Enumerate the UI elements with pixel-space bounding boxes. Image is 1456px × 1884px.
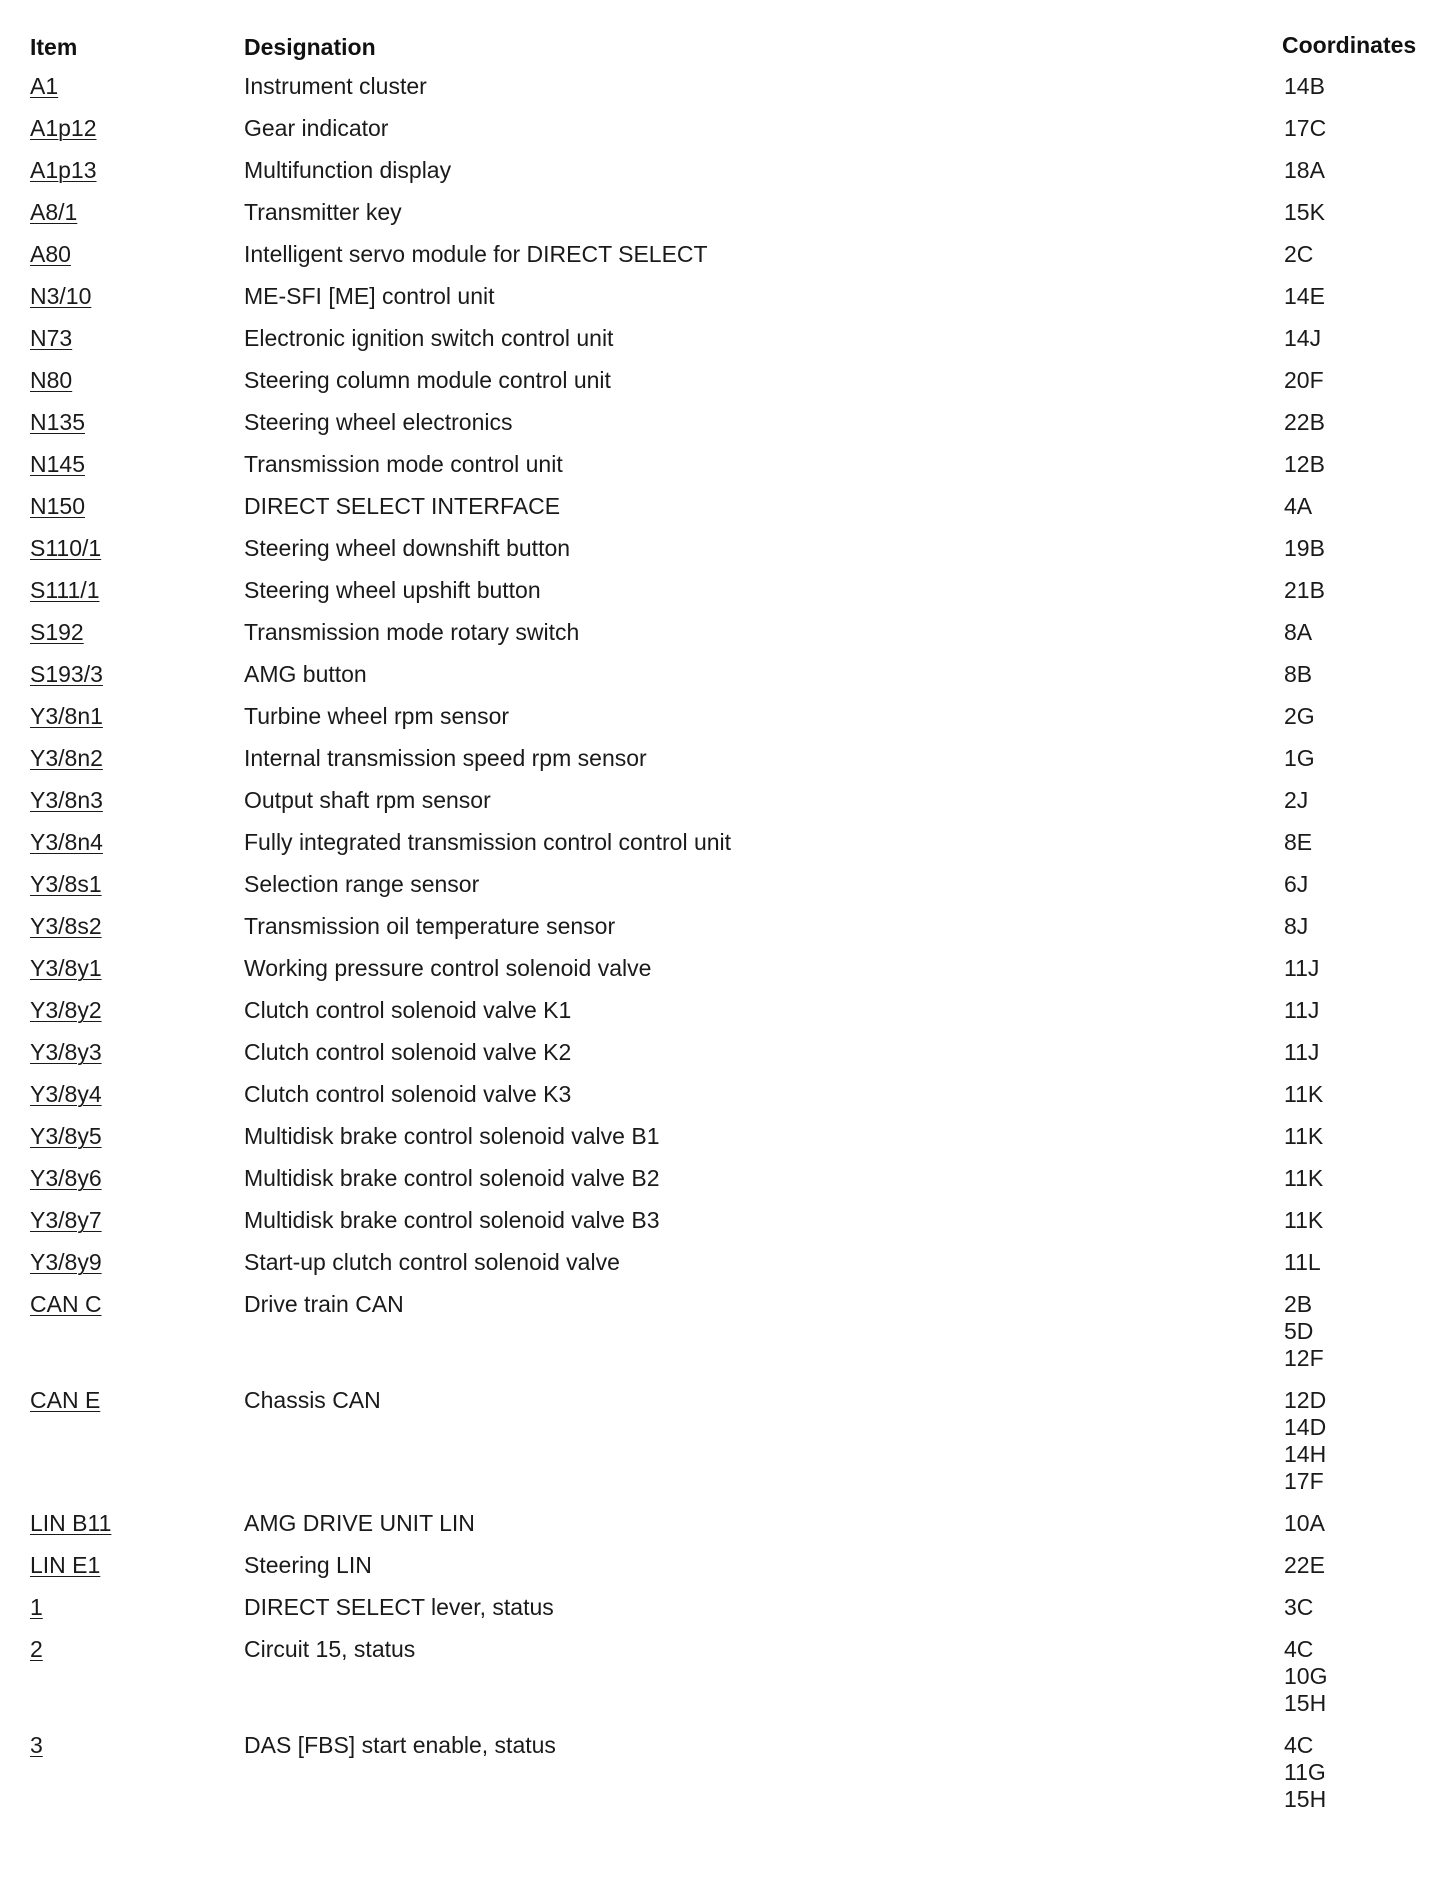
item-cell <box>30 1249 102 1276</box>
item-link[interactable]: Y3/8y1 <box>30 955 102 981</box>
item-cell <box>30 871 102 898</box>
coordinates-cell <box>1284 618 1444 646</box>
designation-cell: DIRECT SELECT lever, status <box>244 1594 554 1620</box>
coordinates-cell <box>1284 912 1444 940</box>
coordinate-value: 12B <box>1284 451 1325 477</box>
designation-cell: Steering column module control unit <box>244 367 611 393</box>
item-link[interactable]: 2 <box>30 1636 43 1662</box>
coordinate-value: 14D <box>1284 1414 1327 1440</box>
coordinates-cell <box>1284 1593 1444 1621</box>
coordinate-value: 4C <box>1284 1636 1314 1662</box>
item-link[interactable]: Y3/8y7 <box>30 1207 102 1233</box>
coordinates-cell <box>1284 1206 1444 1234</box>
item-link[interactable]: A8/1 <box>30 199 78 225</box>
item-link[interactable]: 3 <box>30 1732 43 1758</box>
item-cell <box>30 1123 102 1150</box>
header-designation: Designation <box>244 34 376 60</box>
table-row <box>0 1080 1456 1122</box>
item-cell <box>30 1732 43 1759</box>
table-row <box>0 366 1456 408</box>
item-link[interactable]: N73 <box>30 325 73 351</box>
designation-cell: Steering wheel downshift button <box>244 535 571 561</box>
coordinates-cell <box>1284 1551 1444 1579</box>
item-cell <box>30 1081 102 1108</box>
item-cell <box>30 1165 102 1192</box>
coordinate-value: 14B <box>1284 73 1325 99</box>
item-cell <box>30 1207 102 1234</box>
item-cell <box>30 115 97 142</box>
coordinate-value: 21B <box>1284 577 1325 603</box>
item-cell <box>30 955 102 982</box>
item-link[interactable]: N3/10 <box>30 283 92 309</box>
designation-cell: Start-up clutch control solenoid valve <box>244 1249 620 1275</box>
coordinate-value: 8A <box>1284 619 1313 645</box>
item-link[interactable]: Y3/8n4 <box>30 829 103 855</box>
item-cell <box>30 1291 102 1318</box>
item-link[interactable]: Y3/8n1 <box>30 703 103 729</box>
coordinate-value: 5D <box>1284 1318 1314 1344</box>
table-row <box>0 996 1456 1038</box>
designation-cell: AMG button <box>244 661 367 687</box>
item-link[interactable]: CAN E <box>30 1387 101 1413</box>
coordinate-value: 4A <box>1284 493 1313 519</box>
coordinates-cell <box>1284 954 1444 982</box>
table-row <box>0 492 1456 534</box>
item-link[interactable]: S111/1 <box>30 577 100 603</box>
table-row <box>0 1122 1456 1164</box>
coordinates-cell <box>1284 744 1444 772</box>
coordinate-value: 11K <box>1284 1165 1324 1191</box>
table-row <box>0 156 1456 198</box>
item-link[interactable]: Y3/8y5 <box>30 1123 102 1149</box>
item-link[interactable]: A80 <box>30 241 71 267</box>
table-row <box>0 576 1456 618</box>
coordinates-cell <box>1284 1164 1444 1192</box>
coordinate-value: 4C <box>1284 1732 1314 1758</box>
table-row <box>0 450 1456 492</box>
coordinate-value: 12F <box>1284 1345 1324 1371</box>
item-cell <box>30 829 103 856</box>
coordinates-cell <box>1284 1731 1444 1813</box>
table-row <box>0 198 1456 240</box>
designation-cell: Multifunction display <box>244 157 452 183</box>
coordinate-value: 11G <box>1284 1759 1326 1785</box>
designation-cell: Chassis CAN <box>244 1387 381 1413</box>
item-link[interactable]: Y3/8y2 <box>30 997 102 1023</box>
coordinate-value: 22E <box>1284 1552 1325 1578</box>
item-link[interactable]: Y3/8y9 <box>30 1249 102 1275</box>
table-row <box>0 1509 1456 1551</box>
coordinates-cell <box>1284 996 1444 1024</box>
table-row <box>0 1593 1456 1635</box>
coordinates-cell <box>1284 114 1444 142</box>
designation-cell: Multidisk brake control solenoid valve B3 <box>244 1207 660 1233</box>
designation-cell: Output shaft rpm sensor <box>244 787 491 813</box>
coordinates-cell <box>1284 72 1444 100</box>
table-row <box>0 72 1456 114</box>
table-row <box>0 1164 1456 1206</box>
designation-cell: ME-SFI [ME] control unit <box>244 283 495 309</box>
header-coordinates: Coordinates <box>1282 32 1417 58</box>
coordinates-cell <box>1284 282 1444 310</box>
item-cell <box>30 703 103 730</box>
item-cell <box>30 619 84 646</box>
item-cell <box>30 451 85 478</box>
coordinates-cell <box>1284 1290 1444 1372</box>
item-cell <box>30 199 77 226</box>
designation-cell: Steering LIN <box>244 1552 372 1578</box>
item-link[interactable]: A1 <box>30 73 59 99</box>
coordinates-cell <box>1284 870 1444 898</box>
designation-cell: Steering wheel upshift button <box>244 577 541 603</box>
coordinate-value: 2G <box>1284 703 1315 729</box>
table-row <box>0 1386 1456 1509</box>
table-row <box>0 1731 1456 1827</box>
coordinate-value: 2J <box>1284 787 1309 813</box>
table-row <box>0 534 1456 576</box>
coordinate-value: 11J <box>1284 997 1320 1023</box>
table-row <box>0 1635 1456 1731</box>
item-cell <box>30 577 99 604</box>
coordinates-cell <box>1284 1038 1444 1066</box>
table-row <box>0 114 1456 156</box>
coordinates-cell <box>1284 450 1444 478</box>
designation-cell: Clutch control solenoid valve K1 <box>244 997 572 1023</box>
coordinate-value: 6J <box>1284 871 1309 897</box>
coordinate-value: 19B <box>1284 535 1325 561</box>
coordinates-cell <box>1284 156 1444 184</box>
coordinate-value: 8E <box>1284 829 1313 855</box>
item-link[interactable]: Y3/8s1 <box>30 871 102 897</box>
item-cell <box>30 409 85 436</box>
legend-table-body <box>0 72 1456 1827</box>
table-row <box>0 282 1456 324</box>
coordinates-cell <box>1284 786 1444 814</box>
coordinate-value: 8B <box>1284 661 1313 687</box>
item-cell <box>30 745 103 772</box>
item-cell <box>30 1636 43 1663</box>
coordinate-value: 2B <box>1284 1291 1313 1317</box>
item-cell <box>30 535 101 562</box>
designation-cell: Fully integrated transmission control control unit <box>244 829 732 855</box>
designation-cell: Clutch control solenoid valve K2 <box>244 1039 572 1065</box>
table-row <box>0 870 1456 912</box>
table-row <box>0 1038 1456 1080</box>
coordinate-value: 11K <box>1284 1123 1324 1149</box>
coordinate-value: 10G <box>1284 1663 1328 1689</box>
table-row <box>0 618 1456 660</box>
item-cell <box>30 493 85 520</box>
header-item: Item <box>30 34 78 60</box>
designation-cell: Instrument cluster <box>244 73 427 99</box>
table-row <box>0 660 1456 702</box>
coordinates-cell <box>1284 1080 1444 1108</box>
designation-cell: Clutch control solenoid valve K3 <box>244 1081 572 1107</box>
item-link[interactable]: Y3/8s2 <box>30 913 102 939</box>
coordinate-value: 11K <box>1284 1207 1324 1233</box>
table-row <box>0 1551 1456 1593</box>
table-row <box>0 1290 1456 1386</box>
designation-cell: DIRECT SELECT INTERFACE <box>244 493 561 519</box>
coordinate-value: 17F <box>1284 1468 1324 1494</box>
item-cell <box>30 241 71 268</box>
item-link[interactable]: Y3/8y3 <box>30 1039 102 1065</box>
coordinate-value: 11J <box>1284 955 1320 981</box>
table-row <box>0 954 1456 996</box>
coordinate-value: 15K <box>1284 199 1325 225</box>
designation-cell: Multidisk brake control solenoid valve B2 <box>244 1165 660 1191</box>
designation-cell: Transmitter key <box>244 199 402 225</box>
designation-cell: Transmission mode rotary switch <box>244 619 580 645</box>
item-link[interactable]: S193/3 <box>30 661 103 687</box>
designation-cell: Transmission oil temperature sensor <box>244 913 616 939</box>
item-link[interactable]: N150 <box>30 493 85 519</box>
item-link[interactable]: LIN B11 <box>30 1510 112 1536</box>
coordinates-cell <box>1284 492 1444 520</box>
coordinates-cell <box>1284 702 1444 730</box>
coordinates-cell <box>1284 366 1444 394</box>
item-cell <box>30 997 102 1024</box>
coordinate-value: 14E <box>1284 283 1325 309</box>
table-row <box>0 912 1456 954</box>
coordinate-value: 11L <box>1284 1249 1321 1275</box>
item-cell <box>30 1510 111 1537</box>
coordinate-value: 14J <box>1284 325 1322 351</box>
item-cell <box>30 1552 100 1579</box>
coordinate-value: 11K <box>1284 1081 1324 1107</box>
item-cell <box>30 157 97 184</box>
item-link[interactable]: Y3/8y4 <box>30 1081 102 1107</box>
table-row <box>0 1248 1456 1290</box>
item-cell <box>30 1594 43 1621</box>
designation-cell: Steering wheel electronics <box>244 409 513 435</box>
item-link[interactable]: N135 <box>30 409 85 435</box>
designation-cell: Intelligent servo module for DIRECT SELECT <box>244 241 708 267</box>
designation-cell: Selection range sensor <box>244 871 480 897</box>
item-cell <box>30 787 103 814</box>
item-cell <box>30 283 91 310</box>
designation-cell: Electronic ignition switch control unit <box>244 325 614 351</box>
table-row <box>0 324 1456 366</box>
item-link[interactable]: CAN C <box>30 1291 102 1317</box>
designation-cell: Internal transmission speed rpm sensor <box>244 745 647 771</box>
item-cell <box>30 325 72 352</box>
item-link[interactable]: S110/1 <box>30 535 102 561</box>
coordinate-value: 12D <box>1284 1387 1327 1413</box>
item-cell <box>30 913 102 940</box>
designation-cell: Turbine wheel rpm sensor <box>244 703 510 729</box>
coordinates-cell <box>1284 828 1444 856</box>
item-link[interactable]: A1p12 <box>30 115 97 141</box>
coordinates-cell <box>1284 1122 1444 1150</box>
item-cell <box>30 367 72 394</box>
coordinates-cell <box>1284 1386 1444 1495</box>
table-row <box>0 786 1456 828</box>
coordinate-value: 15H <box>1284 1690 1327 1716</box>
item-link[interactable]: S192 <box>30 619 84 645</box>
coordinates-cell <box>1284 408 1444 436</box>
coordinate-value: 20F <box>1284 367 1324 393</box>
coordinates-cell <box>1284 1635 1444 1717</box>
coordinate-value: 3C <box>1284 1594 1314 1620</box>
coordinate-value: 22B <box>1284 409 1325 435</box>
table-row <box>0 702 1456 744</box>
item-cell <box>30 1039 102 1066</box>
item-link[interactable]: Y3/8y6 <box>30 1165 102 1191</box>
coordinate-value: 11J <box>1284 1039 1320 1065</box>
coordinate-value: 15H <box>1284 1786 1327 1812</box>
item-link[interactable]: A1p13 <box>30 157 97 183</box>
coordinates-cell <box>1284 534 1444 562</box>
table-row <box>0 744 1456 786</box>
coordinate-value: 1G <box>1284 745 1315 771</box>
coordinates-cell <box>1284 240 1444 268</box>
designation-cell: Transmission mode control unit <box>244 451 563 477</box>
table-row <box>0 408 1456 450</box>
item-cell <box>30 73 58 100</box>
coordinates-cell <box>1284 576 1444 604</box>
item-link[interactable]: Y3/8n2 <box>30 745 103 771</box>
designation-cell: Multidisk brake control solenoid valve B1 <box>244 1123 660 1149</box>
item-link[interactable]: N80 <box>30 367 73 393</box>
designation-cell: Working pressure control solenoid valve <box>244 955 652 981</box>
coordinate-value: 14H <box>1284 1441 1327 1467</box>
item-cell <box>30 1387 100 1414</box>
table-row <box>0 828 1456 870</box>
coordinates-cell <box>1284 198 1444 226</box>
table-row <box>0 1206 1456 1248</box>
designation-cell: Gear indicator <box>244 115 389 141</box>
item-link[interactable]: 1 <box>30 1594 43 1620</box>
coordinates-cell <box>1284 1509 1444 1537</box>
coordinates-cell <box>1284 1248 1444 1276</box>
designation-cell: DAS [FBS] start enable, status <box>244 1732 556 1758</box>
table-row <box>0 240 1456 282</box>
designation-cell: AMG DRIVE UNIT LIN <box>244 1510 475 1536</box>
coordinate-value: 10A <box>1284 1510 1325 1536</box>
designation-cell: Circuit 15, status <box>244 1636 416 1662</box>
coordinate-value: 18A <box>1284 157 1325 183</box>
coordinates-cell <box>1284 324 1444 352</box>
coordinates-cell <box>1284 660 1444 688</box>
designation-cell: Drive train CAN <box>244 1291 404 1317</box>
item-link[interactable]: Y3/8n3 <box>30 787 103 813</box>
item-cell <box>30 661 103 688</box>
coordinate-value: 2C <box>1284 241 1314 267</box>
item-link[interactable]: N145 <box>30 451 85 477</box>
coordinate-value: 17C <box>1284 115 1327 141</box>
item-link[interactable]: LIN E1 <box>30 1552 101 1578</box>
coordinate-value: 8J <box>1284 913 1309 939</box>
